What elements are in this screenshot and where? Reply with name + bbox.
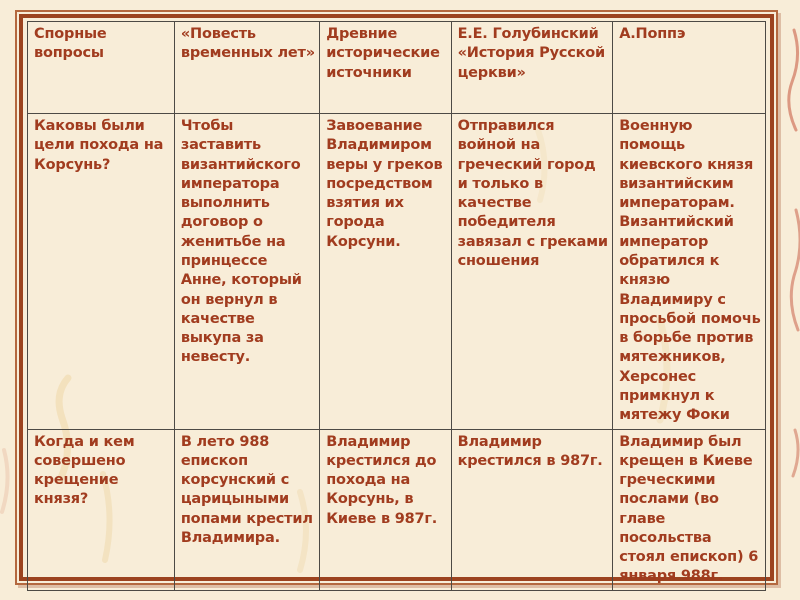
decorative-stroke — [791, 210, 800, 330]
column-header-golubinsky: Е.Е. Голубинский «История Русской церкви» — [451, 22, 613, 114]
table-cell: В лето 988 епископ корсунский с царицыными попами крестил Владимира. — [174, 429, 319, 590]
table-cell-question: Каковы были цели похода на Корсунь? — [28, 114, 175, 430]
table-cell: Владимир крестился до похода на Корсунь, в Киеве в 987г. — [320, 429, 451, 590]
table-cell: Военную помощь киевского князя византийским императорам. Византийский император обратился к князю Владимиру с просьбой помочь в борьбе против мятежников, Херсонес примкнул к мятежу Фоки — [613, 114, 766, 430]
column-header-sources: Древние исторические источники — [320, 22, 451, 114]
table-header-row — [28, 22, 766, 114]
comparison-table — [27, 21, 766, 591]
column-header-questions: Спорные вопросы — [28, 22, 175, 114]
column-header-poppe: А.Поппэ — [613, 22, 766, 114]
table-row — [28, 429, 766, 590]
column-header-povest: «Повесть временных лет» — [174, 22, 319, 114]
table-cell: Завоевание Владимиром веры у греков посредством взятия их города Корсуни. — [320, 114, 451, 430]
slide-frame-inner — [19, 14, 774, 585]
table-cell: Чтобы заставить византийского императора выполнить договор о женитьбе на принцессе Анне, который он вернул в качестве выкупа за невесту. — [174, 114, 319, 430]
table-cell: Отправился войной на греческий город и только в качестве победителя завязал с греками сношения — [451, 114, 613, 430]
decorative-stroke — [793, 430, 798, 476]
table-cell: Владимир крестился в 987г. — [451, 429, 613, 590]
decorative-stroke — [789, 30, 798, 130]
decorative-stroke — [2, 450, 8, 512]
table-cell: Владимир был крещен в Киеве греческими послами (во главе посольства стоял епископ) 6 января 988г. — [613, 429, 766, 590]
table-row — [28, 114, 766, 430]
slide-frame — [15, 10, 778, 585]
table-cell-question: Когда и кем совершено крещение князя? — [28, 429, 175, 590]
